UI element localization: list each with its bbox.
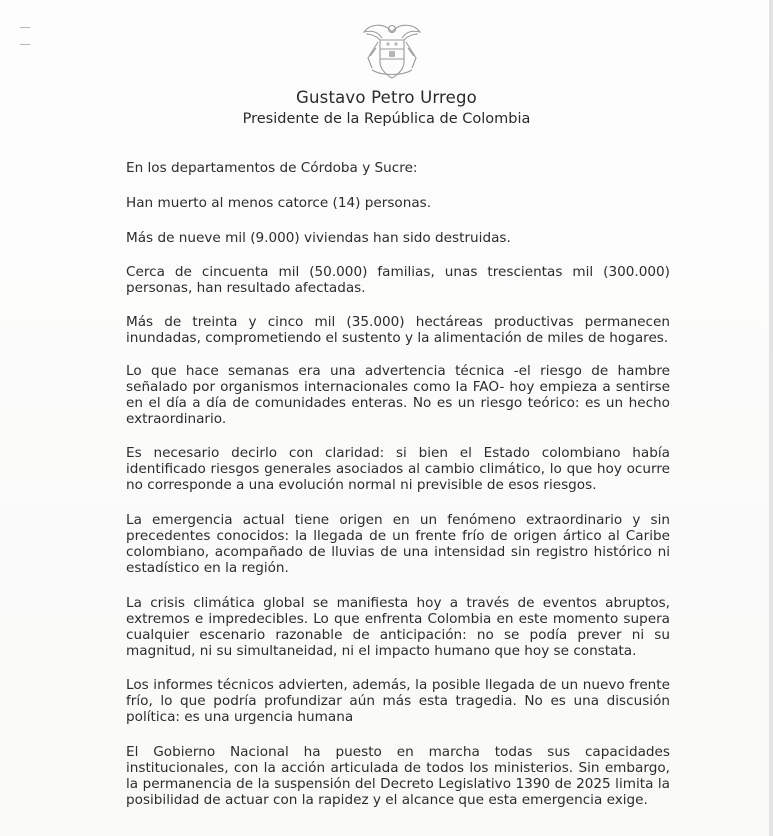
paragraph: Han muerto al menos catorce (14) personas. — [126, 195, 432, 211]
paragraph: La crisis climática global se manifiesta hoy a través de eventos abruptos, extremos e impredecibles. Lo que enfrenta Colombia en este momento supera cualquier escenario razonable de anticipación: no se podía prever ni su magnitud, ni su simultaneidad, ni el impacto humano que hoy se constata. — [126, 595, 670, 659]
margin-mark — [20, 44, 30, 45]
paragraph: Más de nueve mil (9.000) viviendas han sido destruidas. — [126, 230, 511, 246]
paragraph: El Gobierno Nacional ha puesto en marcha todas sus capacidades institucionales, con la acción articulada de todos los ministerios. Sin embargo, la permanencia de la suspensión del Decreto Legislativo 1390 de 2025 limita la posibilidad de actuar con la rapidez y el alcance que esta emergencia exige. — [126, 744, 670, 808]
letterhead-name: Gustavo Petro Urrego — [296, 88, 477, 107]
paragraph: En los departamentos de Córdoba y Sucre: — [126, 160, 418, 176]
paragraph: Los informes técnicos advierten, además, la posible llegada de un nuevo frente frío, lo que podría profundizar aún más esta tragedia. No es una discusión política: es una urgencia humana — [126, 677, 670, 725]
margin-mark — [20, 27, 30, 28]
paragraph: Más de treinta y cinco mil (35.000) hectáreas productivas permanecen inundadas, comprometiendo el sustento y la alimentación de miles de hogares. — [126, 314, 670, 346]
paragraph: Cerca de cincuenta mil (50.000) familias, unas trescientas mil (300.000) personas, han resultado afectadas. — [126, 264, 670, 296]
letterhead-title: Presidente de la República de Colombia — [242, 111, 531, 127]
paragraph: La emergencia actual tiene origen en un fenómeno extraordinario y sin precedentes conocidos: la llegada de un frente frío de origen ártico al Caribe colombiano, acompañado de lluvias de una intensidad sin registro histórico ni estadístico en la región. — [126, 512, 670, 576]
paragraph: Es necesario decirlo con claridad: si bien el Estado colombiano había identificado riesgos generales asociados al cambio climático, lo que hoy ocurre no corresponde a una evolución normal ni previsible de esos riesgos. — [126, 445, 670, 493]
colombia-coat-of-arms-icon — [358, 18, 426, 86]
paragraph: Lo que hace semanas era una advertencia técnica -el riesgo de hambre señalado por organismos internacionales como la FAO- hoy empieza a sentirse en el día a día de comunidades enteras. No es un riesgo teórico: es un hecho extraordinario. — [126, 363, 670, 427]
